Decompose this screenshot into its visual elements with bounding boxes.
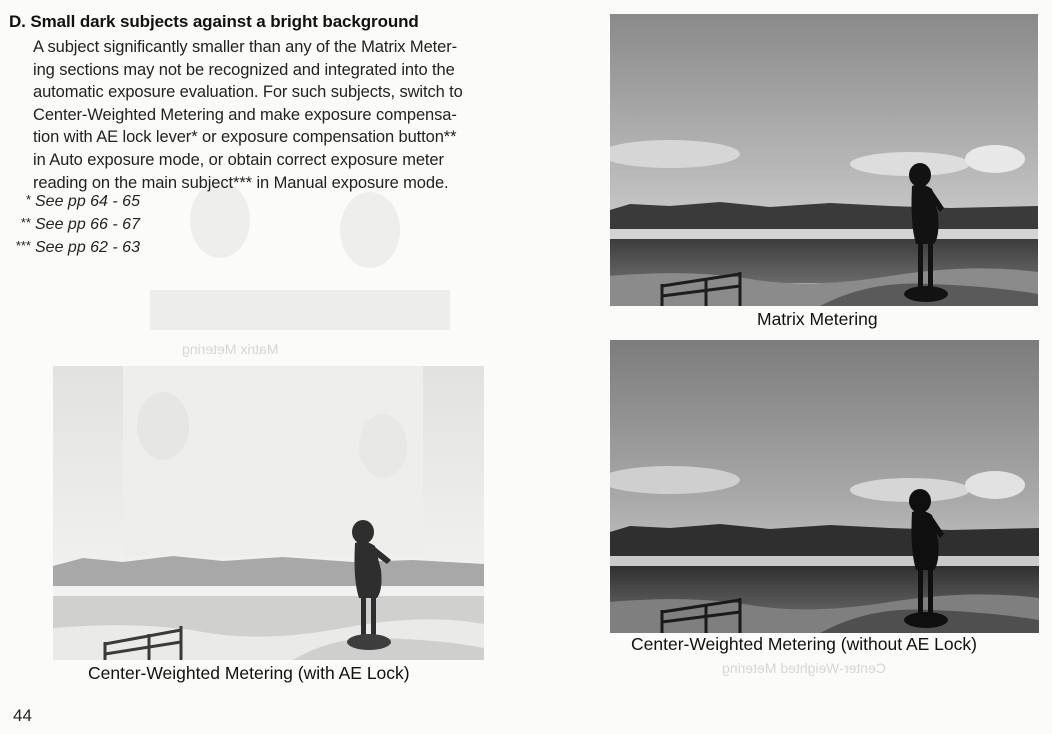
body-line: ing sections may not be recognized and integrated into the [33,60,455,79]
body-paragraph [33,36,533,194]
reference-text: See pp 62 - 63 [35,239,140,256]
body-line: reading on the main subject*** in Manual exposure mode. [33,173,449,192]
reference-marker: ** [20,215,31,230]
body-line: tion with AE lock lever* or exposure compensation button** [33,128,457,147]
body-line: A subject significantly smaller than any of the Matrix Meter- [33,38,457,56]
photo-center-weighted-with-ae-lock [53,366,484,660]
photo-center-weighted-without-ae-lock [610,340,1039,633]
section-heading: D. Small dark subjects against a bright background [9,12,419,31]
reference-marker: * [25,192,31,207]
body-line: automatic exposure evaluation. For such subjects, switch to [33,83,463,102]
bleed-through-caption-right: Center-Weighted Metering [722,660,886,676]
reference-text: See pp 64 - 65 [35,193,140,210]
body-line: Center-Weighted Metering and make exposure compensa- [33,105,457,124]
page-number: 44 [13,706,32,725]
reference-text: See pp 66 - 67 [35,216,140,233]
caption-center-weighted-without-ae-lock: Center-Weighted Metering (without AE Lock) [631,634,977,654]
bleed-through-photo [150,180,450,340]
body-line: in Auto exposure mode, or obtain correct exposure meter [33,150,444,169]
photo-matrix-metering [610,14,1038,306]
reference-marker: *** [15,238,31,253]
bleed-through-caption-left: Matrix Metering [182,341,279,357]
caption-center-weighted-with-ae-lock: Center-Weighted Metering (with AE Lock) [88,663,410,683]
caption-matrix-metering: Matrix Metering [757,309,878,329]
